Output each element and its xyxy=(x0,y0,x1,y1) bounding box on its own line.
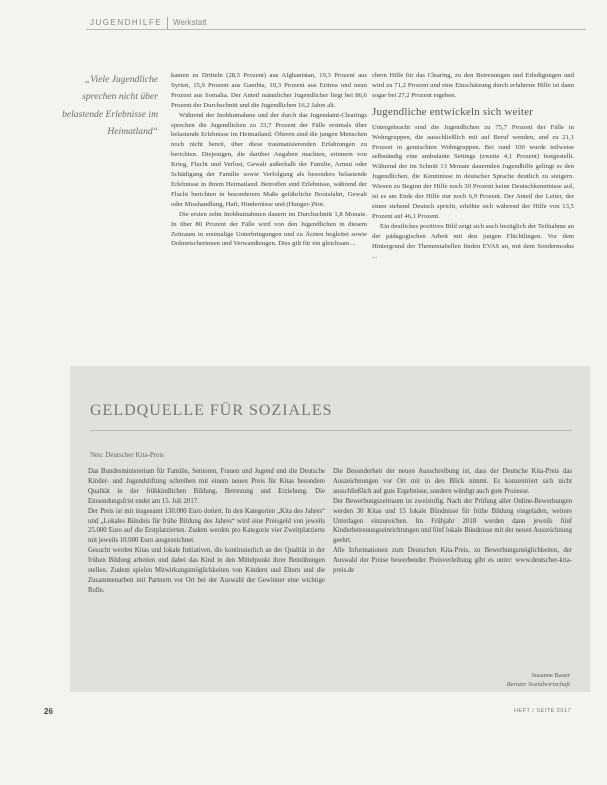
author-name: Susanne Bauer xyxy=(531,672,570,679)
header-subsection: Werkstatt xyxy=(173,18,207,27)
page-number: 26 xyxy=(44,707,53,716)
paragraph: Gesucht werden Kitas und lokale Initiativen, die kontinuierlich an der Qualität in der frühen Bildung arbeiten und dabei das Kind in den Mittelpunkt ihrer Bemühungen stellen. Zudem spielen Mitwirkungsmöglichkeiten von Kindern und Eltern und die Zusammenarbeit mit Partnern vor Ort bei der Auswahl der Gewinner eine wichtige Rolle. xyxy=(88,547,325,594)
text-column-2 xyxy=(372,71,574,261)
header-rule xyxy=(86,29,586,30)
text-column-1 xyxy=(171,71,367,249)
author-role: Berater Sozialwirtschaft xyxy=(506,681,570,688)
author-signature xyxy=(507,671,570,689)
paragraph: Der Bewerbungszeitraum ist zweistufig. Nach der Prüfung aller Online-Bewerbungen werden 30 Kitas und 15 lokale Bündnisse für frühe Bildung eingeladen, weitere Unterlagen einzureichen. Im Frühjahr 2018 werden dann jeweils fünf Kinderbetreuungseinrichtungen und fünf lokale Bündnisse mit der neuen Auszeichnung geehrt. xyxy=(333,497,572,545)
paragraph: kamen zu Dritteln (28,5 Prozent) aus Afghanistan, 19,3 Prozent aus Syrien, 15,9 Prozent aus Gambia, 10,3 Prozent aus Eritrea und neun Prozent aus Somalia. Der Anteil männlicher Jugendlicher liegt bei 86,6 Prozent der Durchschnitt und die Jugendlichen 16,2 Jahre alt. xyxy=(171,72,367,109)
box-title: GELDQUELLE FÜR SOZIALES xyxy=(90,402,333,419)
footer-magazine: HEFT / SEITE 2017 xyxy=(514,708,572,714)
box-rule xyxy=(90,430,572,431)
box-column-1 xyxy=(88,467,325,596)
paragraph: Das Bundesministerium für Familie, Senioren, Frauen und Jugend und die Deutsche Kinder- und Jugendstiftung schreiben mit einem neuen Preis für Kitas besondere Qualität in der frühkindlichen Bildung, Betreuung und Erziehung. Die Einsendungsfrist endet am 15. Juli 2017. xyxy=(88,468,325,505)
section-heading: Jugendliche entwickeln sich weiter xyxy=(372,105,534,118)
header-section: JUGENDHILFE xyxy=(90,18,163,27)
box-subtitle: Neu: Deutscher Kita-Preis xyxy=(90,451,164,459)
paragraph: Der Preis ist mit insgesamt 130.000 Euro dotiert. In den Kategorien „Kita des Jahres“ und „Lokales Bündnis für frühe Bildung des Jahres“ wird eine Preisgeld von jeweils 25.000 Euro auf die Erstplatzierten. Zudem werden pro Kategorie vier Zweitplatzierte mit jeweils 10.000 Euro ausgezeichnet. xyxy=(88,507,325,545)
paragraph: Während der Inobhutnahme und der durch das Jugendamt-Clearings sprechen die Jugendlichen zu 33,7 Prozent der Fälle erstmals über belastende Erlebnisse im Heimatland. Öfteren sind die jungen Menschen noch nicht bereit, über diese traumatisierenden Erfahrungen zu berichten. Diejenigen, die darüber Angaben machten, erinnern von Krieg, Flucht und Verlust, Gewalt außerhalb der Familie, Armut oder Schädigung der Familie sowie Verfolgung als besonders belastende Erlebnisse in ihrem Heimatland. Betroffen sind Erlebnisse, während der Flucht berichten in besonderem Maße gefährliche Bootsfahrt, Gewalt oder Misshandlung, Haft, Hindernisse und (Hunger-)Not. xyxy=(171,111,367,208)
box-column-2 xyxy=(333,467,572,576)
paragraph: chern Hilfe für das Clearing, zu den Betreuungen und Erledigungen und wird zu 71,2 Prozent und eine Einschätzung durch erfahrene Hilfe ist dann sogar bei 27,2 Prozent ergeben. xyxy=(372,72,574,99)
paragraph: Ein deutliches positives Bild zeigt sich auch bezüglich der Teilnahme an der pädagogischen Arbeit mit den jungen Flüchtlingen. Vor dem Hintergrund der Thementabellen finden EVAS an, mit dem Sondermodus ... xyxy=(372,222,574,260)
paragraph: Untergebracht sind die Jugendlichen zu 75,7 Prozent der Fälle in Wohngruppen, die ausschließlich mit auf Beruf wenden, und zu 21,1 Prozent in gemischten Wohngruppen. Bei rund 100 wurde teilweise selbständig eine ambulante Settings (zweite 4,1 Prozent) festgestellt. Während der im Schnitt 13 Monate dauernden Jugendhilfe gelingt es den Jugendlichen, die Kenntnisse in deutscher Sprache deutlich zu steigern. Wiesen zu Beginn der Hilfe noch 30 Prozent keine Deutschkenntnisse auf, ist es am Ende der Hilfe nur noch 6,9 Prozent. Der Anteil der Leiter, der einen stehend Deutsch spricht, erhöhte sich während der Hilfe von 13,5 Prozent auf 46,1 Prozent. xyxy=(372,123,574,220)
paragraph: Die Besonderheit der neuen Ausschreibung ist, dass der Deutsche Kita-Preis das Auszeichnungen vor Ort mit in den Blick nimmt. Es konzentriert sich nicht ausschließlich auf gute Ergebnisse, sondern würdigt auch gute Prozesse. xyxy=(333,468,572,495)
info-box xyxy=(70,366,590,692)
header-divider xyxy=(167,17,168,29)
paragraph: Die ersten zehn Inobhutnahmen dauern im Durchschnitt 1,8 Monate. In über 80 Prozent der Fälle wird von den Jugendlichen in diesem Zeitraum in erstmalige Unterbringungen und zu Ärzten begleitet sowie Dolmetscherinnen und Verwandtengen. Dies gilt für ein gleichsam ... xyxy=(171,210,367,248)
pull-quote: „Viele Jugendliche sprechen nicht über belastende Erlebnisse im Heimatland“ xyxy=(62,74,158,137)
paragraph: Alle Informationen zum Deutschen Kita-Preis, zu Bewerbungsmöglichkeiten, der Auswahl der Preise bewerbender Preisverleihung gibt es unter: www.deutscher-kita-preis.de xyxy=(333,547,572,575)
